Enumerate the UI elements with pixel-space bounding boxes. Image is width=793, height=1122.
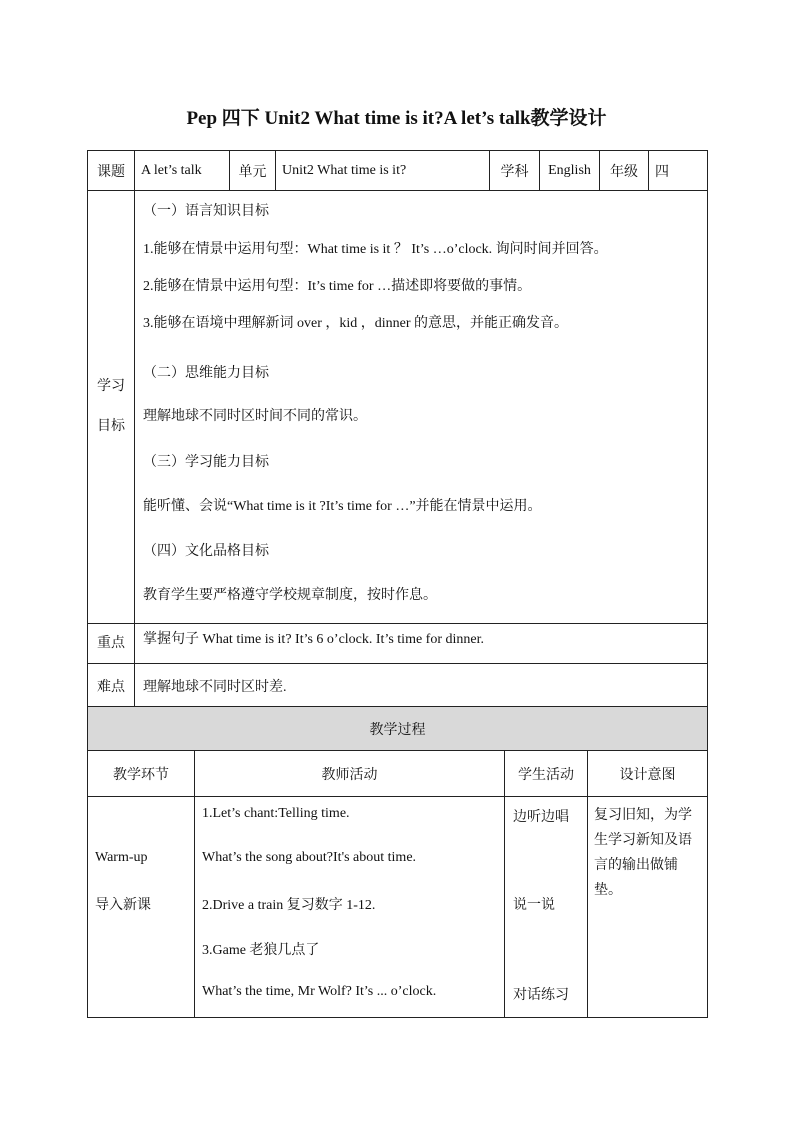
topic-label: 课题	[88, 151, 135, 191]
topic-value: A let’s talk	[135, 151, 230, 191]
objective-item: 教育学生要严格遵守学校规章制度，按时作息。	[143, 588, 437, 603]
document-title: Pep 四下 Unit2 What time is it?A let’s talk教学设计	[186, 108, 607, 129]
objective-item: 理解地球不同时区时间不同的常识。	[143, 409, 367, 424]
info-row	[88, 151, 708, 191]
teacher-activity-item: What’s the time, Mr Wolf? It’s ... o’clock.	[202, 984, 437, 999]
process-columns-row	[88, 751, 708, 797]
key-points-row	[88, 624, 708, 664]
difficult-points-label: 难点	[88, 664, 135, 708]
unit-label: 单元	[230, 151, 276, 191]
process-header-row	[88, 707, 708, 751]
objective-item: 能听懂、会说“What time is it ?It’s time for …”并能在情景中运用。	[143, 499, 542, 514]
teacher-activity-item: 3.Game 老狼几点了	[202, 943, 320, 958]
objective-item: 3.能够在语境中理解新词 over ，kid ，dinner 的意思，并能正确发音。	[143, 316, 569, 331]
warmup-row	[88, 797, 708, 1018]
key-points-label: 重点	[88, 624, 135, 664]
warmup-design-intent: 复习旧知，为学生学习新知及语言的输出做铺垫。	[588, 797, 708, 1018]
student-activity-item: 边听边唱	[513, 810, 569, 825]
process-header: 教学过程	[88, 707, 708, 751]
column-stage: 教学环节	[88, 751, 195, 797]
difficult-points-row	[88, 664, 708, 708]
objective-heading-thinking: （二）思维能力目标	[143, 366, 269, 381]
column-teacher: 教师活动	[195, 751, 505, 797]
column-design: 设计意图	[588, 751, 708, 797]
objective-heading-culture: （四）文化品格目标	[143, 544, 269, 559]
teaching-process-table	[87, 706, 708, 1018]
teacher-activity-item: What’s the song about?It's about time.	[202, 850, 417, 865]
warmup-stage-en: Warm-up	[95, 850, 148, 865]
key-points-value: 掌握句子 What time is it? It’s 6 o’clock. It’s time for dinner.	[135, 624, 708, 664]
unit-value: Unit2 What time is it?	[276, 151, 490, 191]
grade-value: 四	[649, 151, 708, 191]
subject-value: English	[540, 151, 600, 191]
column-student: 学生活动	[505, 751, 588, 797]
teacher-activity-item: 2.Drive a train 复习数字 1-12.	[202, 898, 376, 913]
objective-heading-learning: （三）学习能力目标	[143, 455, 269, 470]
student-activity-item: 说一说	[513, 898, 555, 913]
difficult-points-value: 理解地球不同时区时差.	[135, 664, 708, 708]
objective-item: 1.能够在情景中运用句型：What time is it ？ It’s …o’clock. 询问时间并回答。	[143, 242, 608, 257]
grade-label: 年级	[600, 151, 649, 191]
student-activity-item: 对话练习	[513, 988, 569, 1003]
objectives-label-line1: 学习	[97, 379, 125, 394]
subject-label: 学科	[490, 151, 540, 191]
lesson-info-table	[87, 150, 708, 708]
objectives-content	[135, 191, 708, 624]
warmup-stage-cn: 导入新课	[95, 898, 151, 913]
warmup-teacher	[195, 797, 505, 1018]
objectives-label-line2: 目标	[97, 419, 125, 434]
objective-heading-language: （一）语言知识目标	[143, 204, 269, 219]
objectives-row	[88, 191, 708, 624]
objective-item: 2.能够在情景中运用句型：It’s time for …描述即将要做的事情。	[143, 279, 532, 294]
warmup-student	[505, 797, 588, 1018]
warmup-stage	[88, 797, 195, 1018]
teacher-activity-item: 1.Let’s chant:Telling time.	[202, 806, 350, 821]
objectives-label	[88, 191, 135, 624]
